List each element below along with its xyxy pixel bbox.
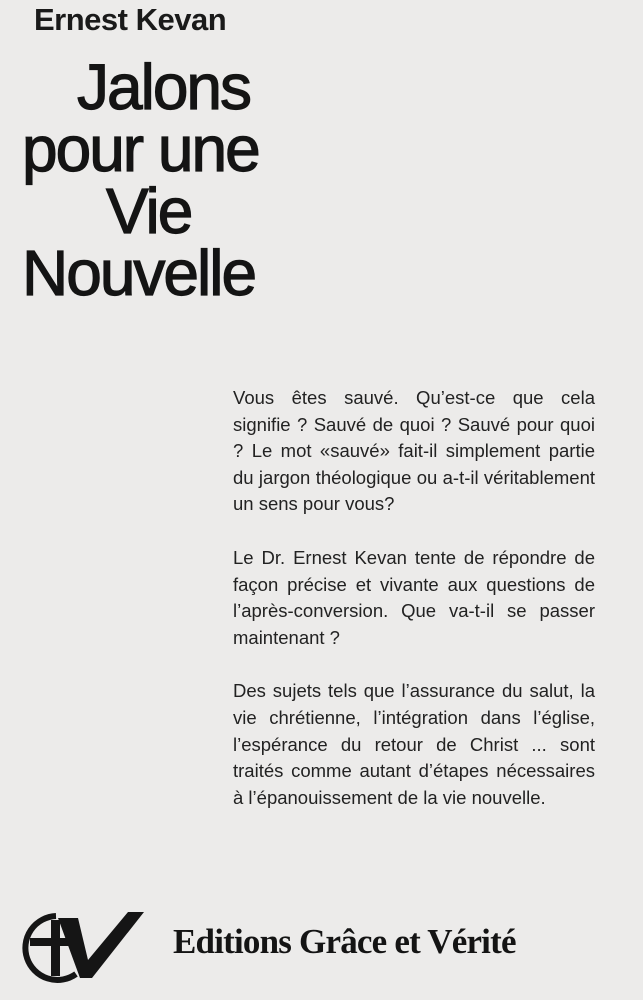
paragraph-2: Le Dr. Ernest Kevan tente de répondre de façon précise et vivante aux questions de l’après-conversion. Que va-t-il se passer maintenant ?: [233, 546, 595, 648]
paragraph-1: Vous êtes sauvé. Qu’est-ce que cela signifie ? Sauvé de quoi ? Sauvé pour quoi ? Le mot «sauvé» fait-il simplement partie du jargon théologique ou a-t-il véritablement un sens pour vous?: [233, 387, 595, 515]
author-name: Ernest Kevan: [34, 2, 227, 37]
title-line-3: Vie: [106, 175, 192, 247]
title-line-4: Nouvelle: [22, 237, 256, 309]
title-line-2: pour une: [22, 113, 259, 185]
book-title: [22, 51, 259, 309]
back-cover-text: [233, 385, 595, 838]
title-line-1: Jalons: [77, 51, 250, 123]
publisher-name: Editions Grâce et Vérité: [173, 922, 516, 961]
paragraph-3: Des sujets tels que l’assurance du salut, la vie chrétienne, l’intégration dans l’église, l’espérance du retour de Christ ... sont traités comme autant d’étapes nécessaires à l’épanouissement de la vie nouvelle.: [233, 680, 595, 808]
cross-v-logo-icon: [18, 908, 148, 984]
